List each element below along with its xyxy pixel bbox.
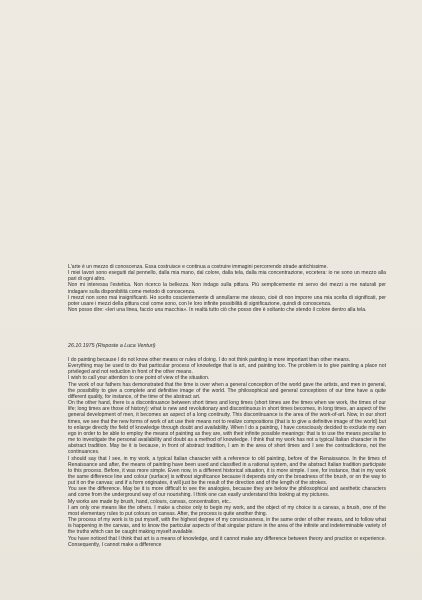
english-text (68, 357, 386, 548)
paragraph: The process of my work is to put myself, with the highest degree of my consciousness, in the same order of other means, and to follow what is happening in the canvas, and to know the particular aspects of that singular picture in the area of the infinite and indeterminable variety of the truths which can be caught making myself available. (68, 517, 386, 536)
paragraph: Non mi interessa l'estetica. Non ricerco la bellezza. Non indago sulla pittura. Più semplicemente mi servo dei mezzi a me naturali per indagare sulla disponibilità come metodo di conoscenza. (68, 282, 386, 295)
paragraph: I mezzi non sono mai insignificanti. Ho scelto coscientemente di annullarne me stesso, cioè di non imporre una mia scelta di significati, per poter usare i mezzi della pittura così come sono, con le loro infinite possibilità di significazione, quindi di conoscenza. (68, 294, 386, 307)
section-heading: 26.10.1975 (Risposte a Luca Venturi) (68, 343, 156, 349)
paragraph: L'arte è un mezzo di conoscenza. Essa costruisce e continua a costruire immagini percorrendo strade antichissime. (68, 264, 328, 270)
paragraph: I wish to call your attention to one point of view of the situation. (68, 375, 210, 382)
paragraph: The work of our fathers has demonstrated that the time is over when a general conception of the world gave the artists, and men in general, the possibility to give a complete and definitive image of the world. The philosophical and general conceptions of our time have a quite different quality, for instance, of the time of the abstract art. (68, 381, 386, 400)
paragraph: I do painting because I do not know other means or rules of doing. I do not think painting is more important than other means. (68, 357, 351, 363)
paragraph: My works are made by brush, hand, colours, canvas, concentration, etc.. (68, 498, 232, 505)
paragraph: I should say that I see, in my work, a typical Italian character with a reference to old painting, before of the Renaissance. In the times of Renaissance and after, the means of painting have been used and classified in a rational system, and the abstract Italian tradition participate to this process. Before, it was more simple. Even now, in a different historical situation, it is more simple. I see, for instance, that in my work the same difference line and colour (surface) is without significance because it depends only on the broadness of the brush, or on the way to put it on the canvas; and if a form originates, it will just be the result of the direction and of the length of the strokes. (68, 455, 386, 487)
paragraph: On the other hand, there is a discontinuance between short times and long times (short times are the times when we work, the times of our life; long times are those of history): what is new and revolutionary and discontinuous in short times becomes, in long times, an aspect of the general development of men, it becomes an aspect of a long continuity. This discontinuance is the area of the work-of-art. Now, in our short times, we see that the new forms of work of art use their means not to realize compositions (that is to give a definitive image of the world) but to enlarge directly the field of knowledge through doubt and availability. When I do a painting, I have consciously decided to exclude my own ego in order to be able to employ the means of painting as they are, with their infinite possible meanings: that is to use the means peculiar to me to investigate the personal availability and doubt as a method of knowledge. I think that my work has not a typical Italian character in the abstract tradition. May be it is because, in front of abstract tradition, I am in the area of short times and I see the contradictions, not the continuances. (68, 400, 386, 456)
paragraph: I am only one means like the others. I make a choice only to begin my work, and the object of my choice is a canvas, a brush, one of the most elementary rules to put colours on canvas. After, the process is quite another thing. (68, 504, 386, 517)
paragraph: Everything may be used to do that particular process of knowledge that is art, and painting too. The problem is to give painting a place not privileged and not reduction in front of the other means. (68, 363, 386, 376)
paragraph: You see the difference. May be it is more difficult to see the analogies, because they are below the philosophical and aesthetic characters and come from the underground way of our nourishing. I think one can easily understand this looking at my pictures. (68, 486, 386, 499)
italian-text (68, 264, 386, 313)
paragraph: You have noticed that I think that art is a means of knowledge, and it cannot make any difference between theory and practice or experience. Consequently, I cannot make a difference (68, 535, 386, 548)
paragraph: I miei lavori sono eseguiti dal pennello, dalla mia mano, dal colore, dalla tela, dalla mia concentrazione, eccetera: io ne sono un mezzo alla pari di ogni altro. (68, 270, 386, 283)
paragraph: Non posso dire: «Ieri una linea, faccio una macchia». In realtà tutto ciò che posso dire è soltanto che stendo il colore dentro alla tela. (68, 307, 367, 314)
